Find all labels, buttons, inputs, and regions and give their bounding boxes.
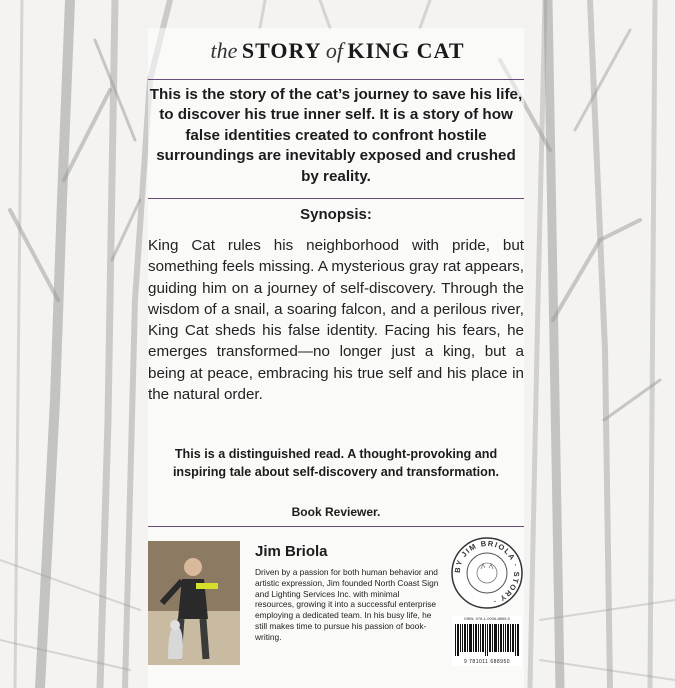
title-of: of xyxy=(325,38,344,63)
divider-author xyxy=(148,526,524,527)
divider-top xyxy=(148,79,524,80)
author-bio: Driven by a passion for both human behavior and artistic expression, Jim founded North Coast Sign and Lighting Services Inc. with minimal resources, growing it into a successful enterprise employing a dedicated team. In his busy life, he still makes time to pursue his passion of book-writing. xyxy=(255,567,439,642)
author-photo xyxy=(148,541,240,665)
author-name: Jim Briola xyxy=(255,543,328,560)
synopsis-text: King Cat rules his neighborhood with pride, but something feels missing. A mysterious gray rat appears, guiding him on a journey of self-discovery. Through the wisdom of a snail, a soaring falcon, and a perilous river, King Cat sheds his false identity. Facing his fears, he emerges transformed—no longer just a king, but a being at peace, embracing his true self and his place in the natural order. xyxy=(148,237,524,404)
title-story: STORY xyxy=(241,38,322,63)
isbn-label: ISBN: 978-1-0036-8859-0 xyxy=(452,616,522,622)
publisher-seal-logo xyxy=(450,536,524,610)
review-quote: This is a distinguished read. A thought-provoking and inspiring tale about self-discovery and transformation. xyxy=(172,447,500,479)
book-title xyxy=(0,38,675,64)
barcode-icon xyxy=(452,622,522,658)
title-name: KING CAT xyxy=(347,38,465,63)
title-prefix: the xyxy=(210,38,238,63)
barcode-number: 9 781011 688950 xyxy=(452,658,522,666)
isbn-barcode xyxy=(452,616,522,666)
divider-intro xyxy=(148,198,524,199)
synopsis-heading: Synopsis: xyxy=(300,206,372,223)
intro-text: This is the story of the cat’s journey to save his life, to discover his true inner self. It is a story of how false identities created to confront hostile surroundings are inevitably exposed and crushed by reality. xyxy=(149,86,523,185)
review-source: Book Reviewer. xyxy=(291,505,381,519)
svg-text:BY JIM BRIOLA · STORY ·: BY JIM BRIOLA · STORY · xyxy=(452,538,522,607)
